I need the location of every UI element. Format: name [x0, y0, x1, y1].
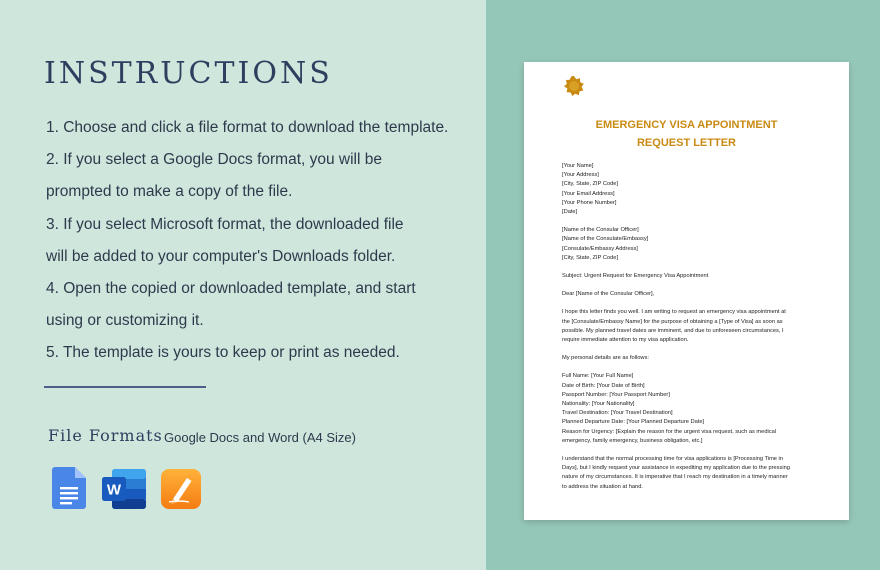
instructions-title: INSTRUCTIONS: [44, 56, 333, 91]
detail-line: Reason for Urgency: [Explain the reason for the urgent visa request, such as medical: [562, 428, 777, 435]
file-formats-value: Google Docs and Word (A4 Size): [164, 430, 356, 445]
sender-line: [Your Name]: [562, 163, 594, 169]
sender-line: [Date]: [562, 209, 578, 216]
sender-line: [Your Phone Number]: [562, 199, 617, 206]
instruction-line: 5. The template is yours to keep or print as needed.: [46, 344, 400, 362]
letter-title-line: EMERGENCY VISA APPOINTMENT: [595, 119, 778, 131]
recipient-line: [Name of the Consulate/Embassy]: [562, 236, 649, 243]
recipient-block: [562, 226, 812, 263]
closing-line: Days], but I kindly request your assistance in expediting my application due to the pressing: [562, 465, 790, 472]
details-heading: My personal details are as follows:: [562, 355, 649, 362]
google-docs-icon[interactable]: [52, 467, 86, 513]
salutation: Dear [Name of the Consular Officer],: [562, 291, 655, 298]
letter-title-line: REQUEST LETTER: [636, 137, 736, 149]
section-divider: [44, 386, 206, 388]
letter-body: [562, 162, 812, 501]
closing-line: I understand that the normal processing time for visa applications is [Processing Time in: [562, 456, 783, 463]
intro-line: I hope this letter finds you well. I am writing to request an emergency visa appointment at: [562, 309, 786, 316]
detail-line: emergency, family emergency, business obligation, etc.]: [562, 437, 703, 444]
instruction-line: 1. Choose and click a file format to download the template.: [46, 119, 449, 136]
file-formats-label: File Formats: [48, 426, 163, 445]
svg-text:W: W: [106, 481, 122, 499]
detail-line: Nationality: [Your Nationality]: [562, 401, 635, 408]
detail-line: Travel Destination: [Your Travel Destination]: [562, 410, 673, 417]
microsoft-word-icon[interactable]: [102, 469, 146, 513]
closing-line: nature of my circumstances. It is imperative that I reach my destination in a timely manner: [562, 474, 788, 481]
closing-paragraph: [562, 455, 812, 492]
instruction-line: will be added to your computer's Downloads folder.: [46, 247, 396, 265]
letter-title: [524, 116, 849, 152]
letter-preview: [524, 62, 849, 520]
details-block: [562, 372, 812, 446]
instruction-line: 3. If you select Microsoft format, the downloaded file: [46, 215, 404, 233]
instructions-list: [46, 112, 448, 370]
intro-line: the [Consulate/Embassy Name] for the purpose of obtaining a [Type of Visa] as soon as: [562, 318, 783, 325]
subject-line: Subject: Urgent Request for Emergency Visa Appointment: [562, 273, 709, 280]
detail-line: Full Name: [Your Full Name]: [562, 373, 634, 380]
recipient-line: [City, State, ZIP Code]: [562, 254, 619, 261]
recipient-line: [Consulate/Embassy Address]: [562, 245, 638, 252]
seal-icon: [564, 76, 584, 100]
detail-line: Passport Number: [Your Passport Number]: [562, 391, 670, 398]
detail-line: Planned Departure Date: [Your Planned Departure Date]: [562, 419, 705, 426]
sender-line: [City, State, ZIP Code]: [562, 181, 619, 188]
instruction-line: 4. Open the copied or downloaded template, and start: [46, 280, 416, 298]
intro-line: require immediate attention to my visa application.: [562, 337, 689, 344]
detail-line: Date of Birth: [Your Date of Birth]: [562, 382, 645, 389]
sender-line: [Your Email Address]: [562, 190, 615, 197]
apple-pages-icon[interactable]: [161, 469, 201, 513]
intro-line: possible. My planned travel dates are imminent, and due to unforeseen circumstances, I: [562, 327, 784, 334]
sender-block: [562, 162, 812, 217]
sender-line: [Your Address]: [562, 172, 599, 179]
instruction-line: using or customizing it.: [46, 312, 204, 330]
instruction-line: prompted to make a copy of the file.: [46, 183, 293, 201]
intro-paragraph: [562, 308, 812, 345]
instruction-line: 2. If you select a Google Docs format, you will be: [46, 151, 382, 169]
recipient-line: [Name of the Consular Officer]: [562, 227, 639, 234]
closing-line: to address the situation at hand.: [562, 483, 643, 490]
